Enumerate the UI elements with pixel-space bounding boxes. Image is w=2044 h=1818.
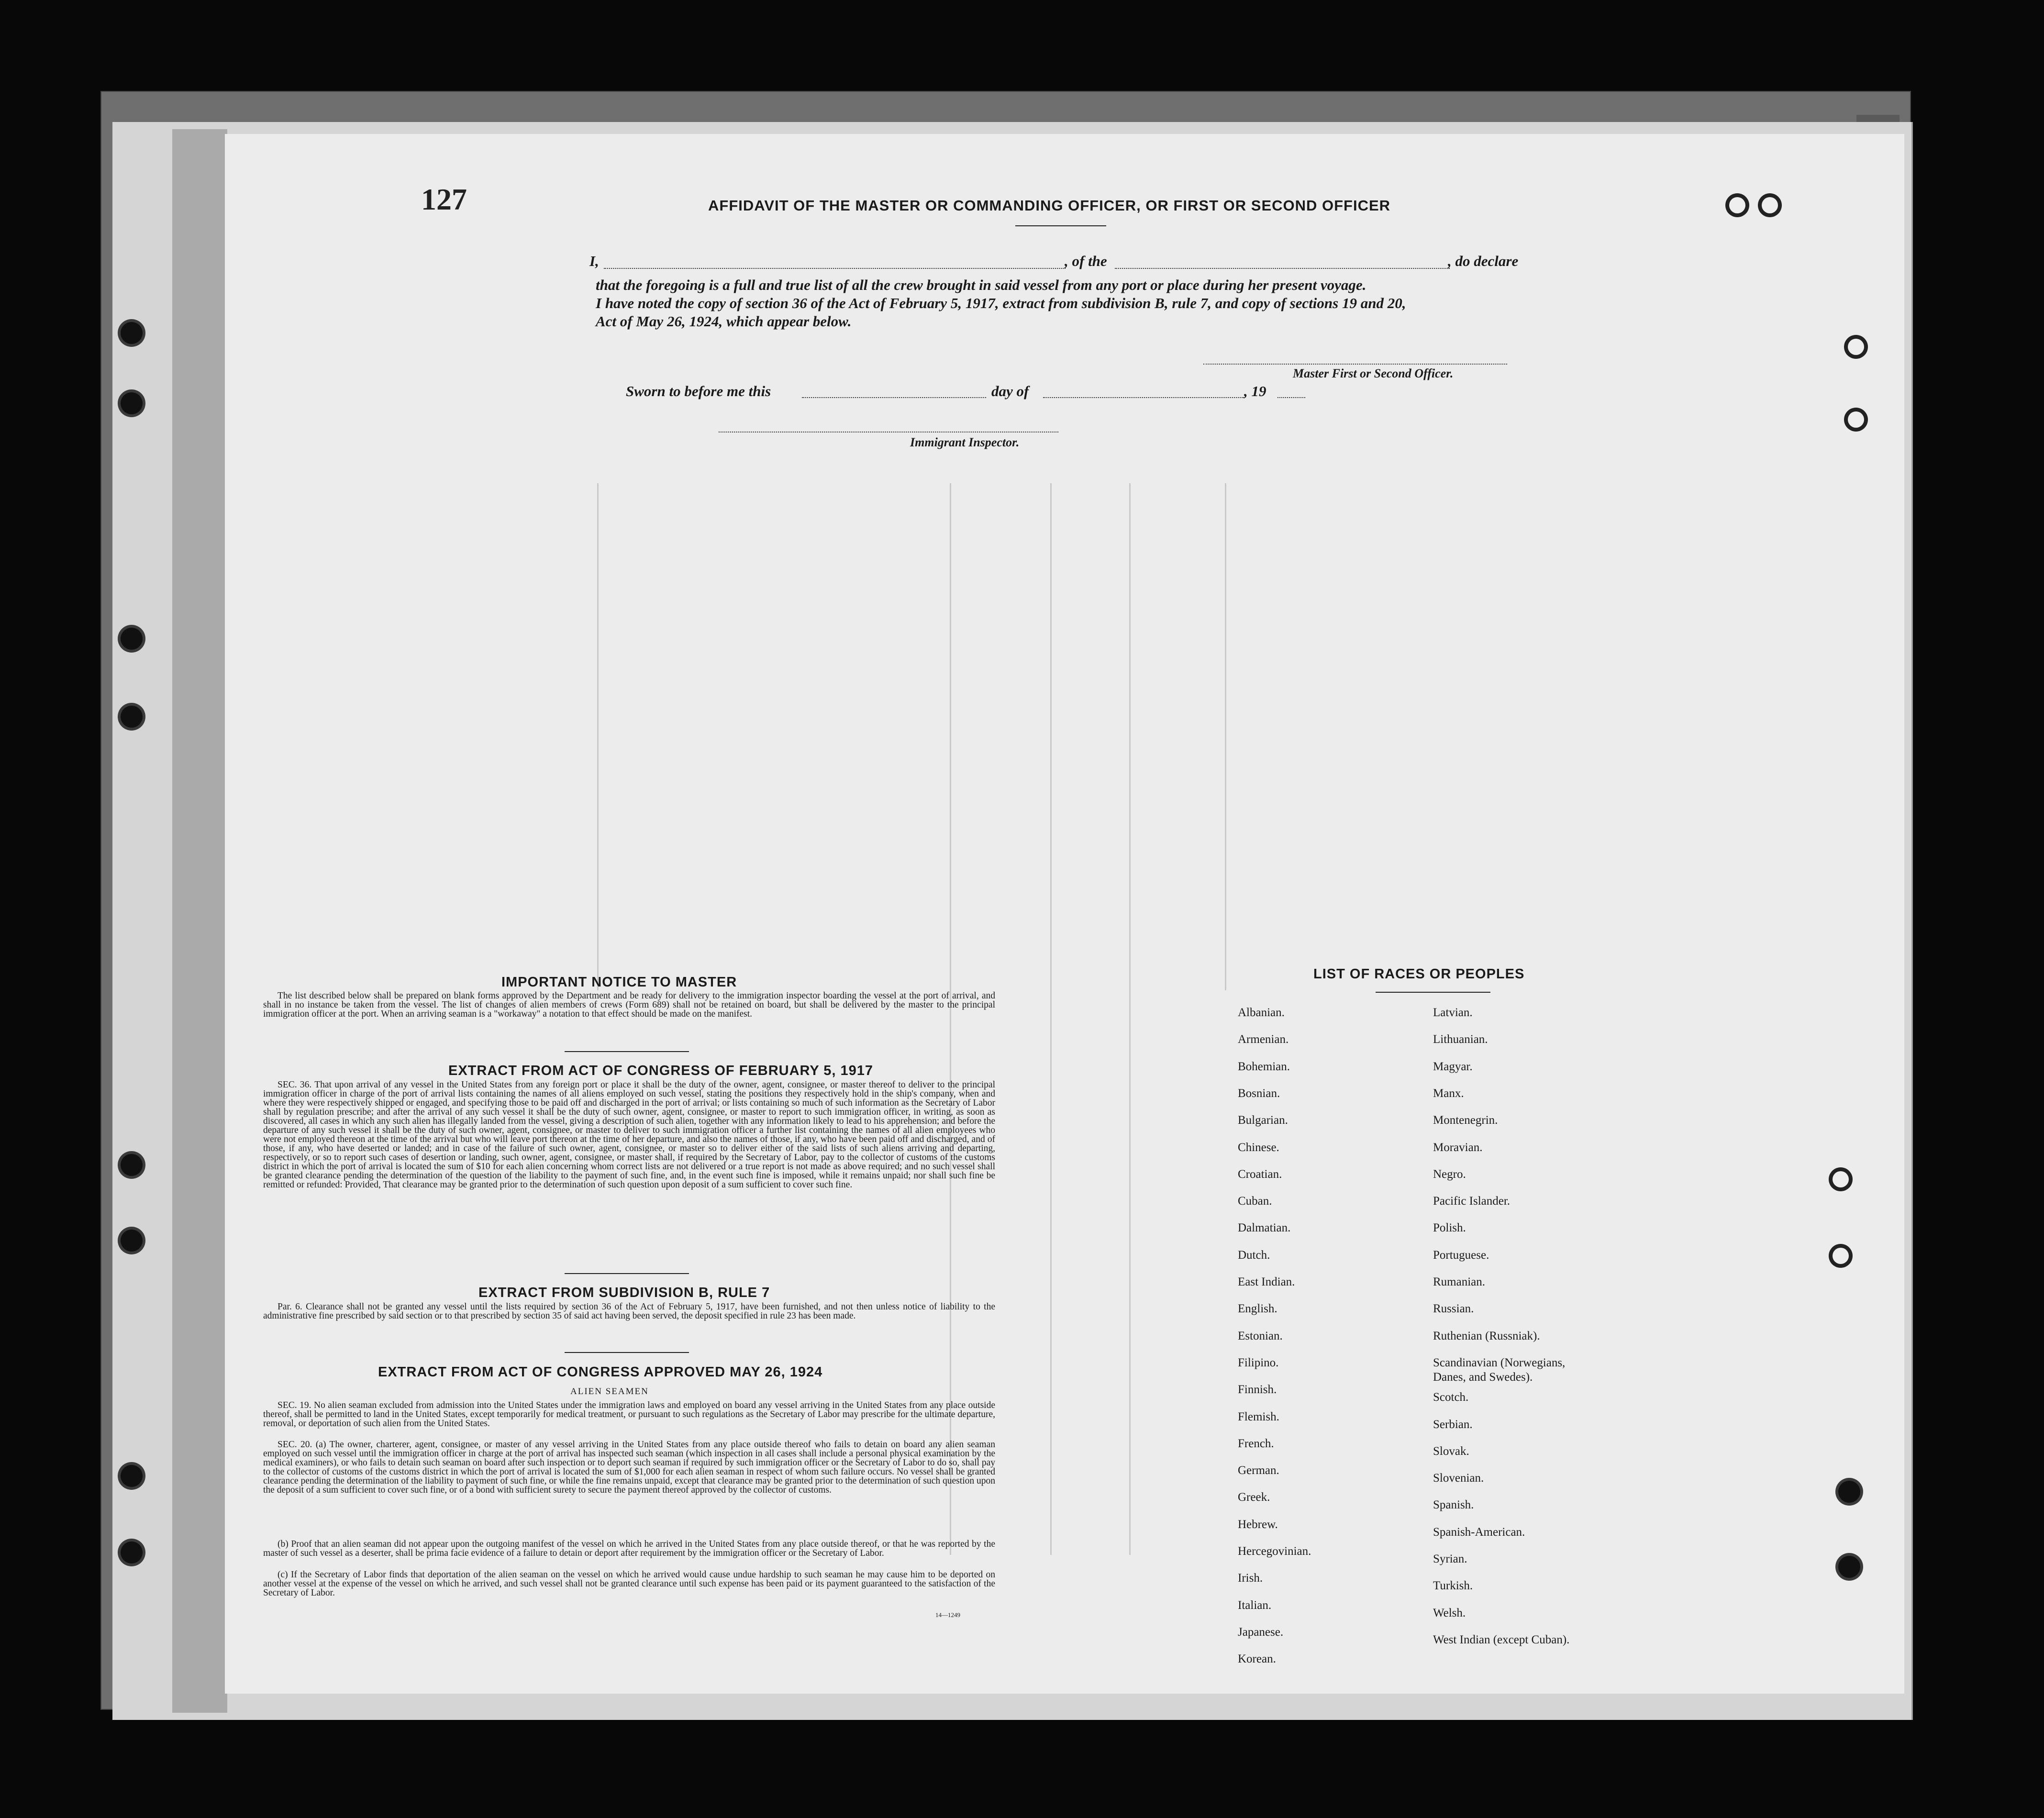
inspector-label: Immigrant Inspector.: [910, 435, 1020, 449]
race-item: Cuban.: [1238, 1195, 1272, 1208]
binder-hole: [1833, 1248, 1849, 1264]
ruled-column-line: [1225, 483, 1226, 990]
race-item: Rumanian.: [1433, 1275, 1486, 1288]
binder-hole: [121, 1541, 143, 1563]
race-item: Bosnian.: [1238, 1087, 1280, 1100]
race-item: Slovak.: [1433, 1445, 1469, 1458]
binder-hole: [121, 322, 143, 344]
extract-1924-sec20c: (c) If the Secretary of Labor finds that deportation of the alien seaman on the vessel on which he arrived would cause undue hardship to such seaman he may cause him to be deported on another vessel at the expense of the vessel on which he arrived, and such vessel shall not be granted clearance until such expense has been paid or its payment guaranteed to the satisfaction of the Secretary of Labor.: [263, 1570, 995, 1598]
race-item: Portuguese.: [1433, 1249, 1489, 1262]
race-item: Ruthenian (Russniak).: [1433, 1330, 1540, 1342]
notice-text: The list described below shall be prepared on blank forms approved by the Department and be ready for delivery to the immigration inspector boarding the vessel at the port of arrival, and shall in no instance be taken from the vessel. The list of changes of alien members of crews (Form 689) shall not be retained on board, but shall be delivered by the master to the principal immigration officer at the port. When an arriving seaman is a "workaway" a notation to that effect should be made on the manifest.: [263, 991, 995, 1019]
race-item: Hercegovinian.: [1238, 1545, 1311, 1558]
binder-hole: [121, 392, 143, 414]
binder-hole: [1848, 339, 1864, 355]
race-item: Chinese.: [1238, 1141, 1279, 1154]
sheet-margin-band: [172, 129, 227, 1713]
ruled-column-line: [950, 483, 951, 1555]
race-item: French.: [1238, 1437, 1274, 1450]
races-title: LIST OF RACES OR PEOPLES: [1313, 966, 1525, 982]
vessel-name-field[interactable]: [1115, 268, 1450, 269]
race-item: Japanese.: [1238, 1626, 1284, 1639]
affidavit-line-3: I have noted the copy of section 36 of the Act of February 5, 1917, extract from subdivision B, rule 7, and copy of sections 19 and 20,: [596, 295, 1406, 311]
master-name-field[interactable]: [604, 268, 1066, 269]
binder-hole: [121, 1465, 143, 1487]
section-divider: [565, 1273, 689, 1274]
race-item: Dalmatian.: [1238, 1221, 1291, 1234]
race-item: Italian.: [1238, 1599, 1272, 1612]
extract-1924-sec20b: (b) Proof that an alien seaman did not appear upon the outgoing manifest of the vessel on which he arrived in the United States from any place outside thereof, or that he was reported by the master of such vessel as a deserter, shall be prima facie evidence of a failure to detain or deport after requirement by the immigration officer or the Secretary of Labor.: [263, 1539, 995, 1558]
sworn-month-field[interactable]: [1043, 397, 1244, 398]
affidavit-of-the-label: , of the: [1065, 253, 1107, 269]
affidavit-i-label: I,: [589, 253, 599, 269]
race-item: Irish.: [1238, 1572, 1263, 1585]
day-of-label: day of: [991, 383, 1029, 399]
race-item: Spanish.: [1433, 1498, 1474, 1511]
binder-hole: [1848, 411, 1864, 428]
notice-title: IMPORTANT NOTICE TO MASTER: [501, 975, 737, 990]
ruled-column-line: [1129, 483, 1131, 1555]
race-item: Filipino.: [1238, 1356, 1279, 1369]
binder-hole: [121, 628, 143, 650]
race-item: West Indian (except Cuban).: [1433, 1633, 1570, 1646]
race-item: Montenegrin.: [1433, 1114, 1498, 1127]
race-item: Greek.: [1238, 1491, 1270, 1504]
extract-1917-text: SEC. 36. That upon arrival of any vessel in the United States from any foreign port or place it shall be the duty of the owner, agent, consignee, or master thereof to deliver to the principal immigration officer in charge of the port of arrival lists containing the names of all aliens employed on such vessel, stating the positions they respectively hold in the ship's company, when and where they were respectively shipped or engaged, and specifying those to be paid off and discharged in the port of arrival; or lists containing so much of such information as the Secretary of Labor shall by regulation prescribe; and after the arrival of any such vessel it shall be the duty of such owner, agent, consignee, or master to report to such immigration officer, in writing, as soon as discovered, all cases in which any such alien has illegally landed from the vessel, giving a description of such alien, together with any information likely to lead to his apprehension; and before the departure of any such vessel it shall be the duty of such owner, agent, consignee, or master to deliver to such immigration officer a further list containing the names of all alien employees who were not employed thereon at the time of the arrival but who will leave port thereon at the time of her departure, and also the names of those, if any, who have been paid off and discharged, and of those, if any, who have deserted or landed; and in case of the failure of such owner, agent, consignee, or master so to deliver either of the said lists of such aliens arriving and departing, respectively, or so to report such cases of desertion or landing, such owner, agent, consignee, or master shall, if required by the Secretary of Labor, pay to the collector of customs of the customs district in which the port of arrival is located the sum of $10 for each alien concerning whom correct lists are not delivered or a true report is not made as above required; and no such vessel shall be granted clearance pending the determination of the question of the liability to the payment of such fine, and, in the event such fine is imposed, while it remains unpaid; nor shall such fine be remitted or refunded: Provided, That clearance may be granted prior to the determination of such question upon deposit of a sum sufficient to cover such fine.: [263, 1080, 995, 1190]
race-item: Spanish-American.: [1433, 1526, 1525, 1539]
year-label: , 19: [1244, 383, 1266, 399]
races-title-underline: [1376, 992, 1490, 993]
master-signature-label: Master First or Second Officer.: [1293, 366, 1454, 380]
race-item: Scotch.: [1433, 1391, 1469, 1404]
race-item: East Indian.: [1238, 1275, 1295, 1288]
extract-1917-title: EXTRACT FROM ACT OF CONGRESS OF FEBRUARY 5, 1917: [448, 1063, 874, 1078]
race-item: Pacific Islander.: [1433, 1195, 1511, 1208]
handwritten-page-number: 127: [421, 182, 467, 216]
race-item: Dutch.: [1238, 1249, 1270, 1262]
affidavit-line-4: Act of May 26, 1924, which appear below.: [596, 313, 852, 330]
binder-hole: [1838, 1556, 1860, 1578]
race-item: German.: [1238, 1464, 1279, 1477]
race-item: Lithuanian.: [1433, 1033, 1488, 1046]
section-divider: [565, 1352, 689, 1353]
ruled-column-line: [1050, 483, 1052, 1555]
race-item: Finnish.: [1238, 1383, 1277, 1396]
race-item: Bohemian.: [1238, 1060, 1290, 1073]
sworn-year-field[interactable]: [1278, 397, 1305, 398]
race-item: Danes, and Swedes).: [1433, 1371, 1533, 1384]
ruled-column-line: [597, 483, 599, 990]
affidavit-title: AFFIDAVIT OF THE MASTER OR COMMANDING OFFICER, OR FIRST OR SECOND OFFICER: [708, 197, 1391, 214]
extract-1924-sec20a: SEC. 20. (a) The owner, charterer, agent, consignee, or master of any vessel arriving in the United States from any place outside thereof who fails to detain on board any alien seaman employed on such vessel until the immigration officer in charge at the port of arrival has inspected such seaman (which inspection in all cases shall include a personal physical examination by the medical examiners), or who fails to detain such seaman on board after such inspection or to deport such seaman if required by such immigration officer or the Secretary of Labor to do so, shall pay to the collector of customs of the customs district in which the port of arrival is located the sum of $1,000 for each alien seaman in respect of whom such failure occurs. No vessel shall be granted clearance pending the determination of the liability to payment of such fine, or while the fine remains unpaid, except that clearance may be granted prior to the determination of such question upon the deposit of a sum sufficient to cover such fine, or of a bond with sufficient surety to secure the payment thereof approved by the collector of customs.: [263, 1440, 995, 1495]
binder-hole: [1833, 1171, 1849, 1187]
binder-hole: [121, 1230, 143, 1252]
section-divider: [565, 1051, 689, 1052]
affidavit-line-2: that the foregoing is a full and true list of all the crew brought in said vessel from any port or place during her present voyage.: [596, 277, 1366, 293]
extract-1924-title: EXTRACT FROM ACT OF CONGRESS APPROVED MAY 26, 1924: [378, 1364, 823, 1380]
race-item: Serbian.: [1433, 1418, 1473, 1431]
sworn-label: Sworn to before me this: [626, 383, 771, 399]
binder-hole: [1762, 197, 1778, 213]
form-number: 14—1249: [935, 1611, 960, 1618]
race-item: Syrian.: [1433, 1552, 1467, 1565]
race-item: Manx.: [1433, 1087, 1464, 1100]
binder-hole: [1729, 197, 1745, 213]
binder-hole: [1838, 1481, 1860, 1503]
race-item: Russian.: [1433, 1302, 1474, 1315]
extract-1924-subtitle: ALIEN SEAMEN: [570, 1386, 649, 1397]
affidavit-declare-label: , do declare: [1448, 253, 1519, 269]
master-signature-field[interactable]: [1203, 364, 1507, 365]
sworn-day-field[interactable]: [802, 397, 986, 398]
race-item: Moravian.: [1433, 1141, 1483, 1154]
race-item: Magyar.: [1433, 1060, 1473, 1073]
extract-1924-sec19: SEC. 19. No alien seaman excluded from admission into the United States under the immigration laws and employed on board any vessel arriving in the United States from any place outside thereof, shall be permitted to land in the United States, except temporarily for medical treatment, or pursuant to such regulations as the Secretary of Labor may prescribe for the ultimate departure, removal, or deportation of such alien from the United States.: [263, 1400, 995, 1429]
race-item: Slovenian.: [1433, 1472, 1484, 1485]
race-item: Scandinavian (Norwegians,: [1433, 1356, 1566, 1369]
race-item: Albanian.: [1238, 1006, 1285, 1019]
race-item: Bulgarian.: [1238, 1114, 1288, 1127]
race-item: Korean.: [1238, 1652, 1276, 1665]
race-item: Hebrew.: [1238, 1518, 1278, 1531]
race-item: Estonian.: [1238, 1330, 1283, 1342]
race-item: Welsh.: [1433, 1607, 1466, 1619]
race-item: Flemish.: [1238, 1410, 1279, 1423]
title-underline: [1015, 225, 1106, 226]
binder-hole: [121, 1154, 143, 1176]
extract-rule7-text: Par. 6. Clearance shall not be granted any vessel until the lists required by section 36 of the Act of February 5, 1917, have been furnished, and not then unless notice of liability to the administrative fine prescribed by said section or to that prescribed by section 35 of said act having been served, the deposit specified in rule 23 has been made.: [263, 1302, 995, 1321]
race-item: Croatian.: [1238, 1168, 1282, 1181]
race-item: Polish.: [1433, 1221, 1466, 1234]
binder-hole: [121, 706, 143, 728]
extract-rule7-title: EXTRACT FROM SUBDIVISION B, RULE 7: [478, 1285, 770, 1300]
race-item: Armenian.: [1238, 1033, 1289, 1046]
race-item: English.: [1238, 1302, 1278, 1315]
race-item: Negro.: [1433, 1168, 1466, 1181]
race-item: Turkish.: [1433, 1579, 1473, 1592]
race-item: Latvian.: [1433, 1006, 1473, 1019]
